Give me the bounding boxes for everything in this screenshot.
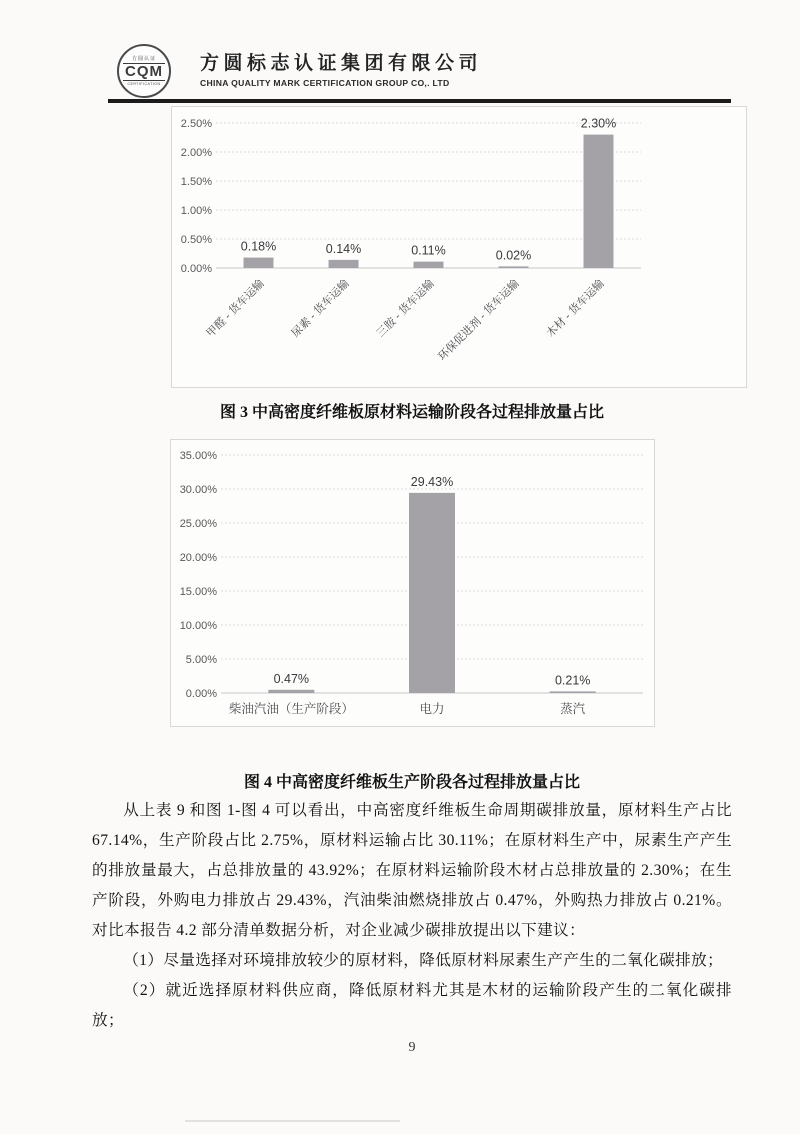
bar: [244, 258, 274, 268]
y-tick-label: 10.00%: [179, 620, 217, 632]
company-name-block: [200, 51, 482, 88]
x-category-label: 柴油汽油（生产阶段）: [228, 702, 354, 716]
figure4-chart: [170, 439, 655, 727]
x-category-label: 甲醛 - 货车运输: [204, 277, 267, 340]
page-number: 9: [408, 1040, 416, 1055]
logo-arc-bottom-text: CERTIFICATION: [127, 81, 161, 86]
figure3-bar-chart-svg: [172, 107, 746, 387]
x-category-label: 蒸汽: [560, 702, 586, 716]
bar-value-label: 0.21%: [554, 673, 591, 688]
company-name-english: CHINA QUALITY MARK CERTIFICATION GROUP CO,. LTD: [200, 78, 450, 88]
y-tick-label: 30.00%: [179, 484, 217, 496]
figure3-chart: [171, 106, 747, 388]
company-name-chinese: 方圆标志认证集团有限公司: [200, 52, 483, 74]
header-divider: [108, 99, 731, 103]
x-category-label: 尿素 - 货车运输: [289, 277, 352, 340]
bar-value-label: 29.43%: [410, 474, 454, 489]
x-category-label: 木材 - 货车运输: [544, 277, 607, 340]
figure4-caption: 图 4 中高密度纤维板生产阶段各过程排放量占比: [243, 774, 580, 791]
x-category-label: 环保促进剂 - 货车运输: [436, 277, 522, 364]
bar: [409, 493, 455, 693]
bar: [584, 135, 614, 268]
y-tick-label: 5.00%: [185, 654, 217, 666]
bar-value-label: 0.47%: [273, 671, 310, 686]
bar: [550, 691, 596, 693]
bar: [268, 690, 314, 693]
y-tick-label: 35.00%: [179, 450, 217, 462]
bar-value-label: 0.11%: [411, 243, 446, 258]
bar-value-label: 2.30%: [580, 116, 617, 131]
y-tick-label: 0.00%: [185, 688, 217, 700]
y-tick-label: 1.50%: [180, 176, 212, 188]
y-tick-label: 0.50%: [180, 234, 212, 246]
y-tick-label: 0.00%: [180, 263, 212, 275]
cqm-logo-icon: [117, 44, 171, 98]
analysis-paragraph: 从上表 9 和图 1-图 4 可以看出，中高密度纤维板生命周期碳排放量，原材料生产占比 67.14%，生产阶段占比 2.75%，原材料运输占比 30.11%；在原材料生产中，尿素生产产生的排放量最大，占总排放量的 43.92%；在原材料运输阶段木材占总排放量的 2.30%；在生产阶段，外购电力排放占 29.43%，汽油柴油燃烧排放占 0.47%，外购热力排放占 0.21%。对比本报告 4.2 部分清单数据分析，对企业减少碳排放提出以下建议：: [92, 802, 732, 939]
x-category-label: 电力: [419, 702, 445, 716]
logo-arc-top-text: 方圆认证: [131, 55, 156, 62]
bar: [414, 262, 444, 268]
y-tick-label: 15.00%: [179, 586, 217, 598]
y-tick-label: 25.00%: [179, 518, 217, 530]
y-tick-label: 2.50%: [180, 118, 212, 130]
bar-value-label: 0.18%: [240, 239, 277, 254]
bar-value-label: 0.02%: [495, 248, 532, 263]
body-text: [92, 796, 732, 1036]
y-tick-label: 20.00%: [179, 552, 217, 564]
y-tick-label: 2.00%: [180, 147, 212, 159]
suggestion-2: （2）就近选择原材料供应商，降低原材料尤其是木材的运输阶段产生的二氧化碳排放；: [92, 982, 732, 1029]
bar-value-label: 0.14%: [325, 241, 362, 256]
suggestion-1: （1）尽量选择对环境排放较少的原材料，降低原材料尿素生产产生的二氧化碳排放；: [123, 952, 724, 969]
header: [108, 42, 732, 100]
logo-cqm-text: CQM: [125, 62, 163, 80]
scan-artifact: [185, 1120, 400, 1122]
x-category-label: 三胺 - 货车运输: [374, 277, 437, 340]
bar: [499, 266, 529, 268]
y-tick-label: 1.00%: [180, 205, 212, 217]
figure3-caption: 图 3 中高密度纤维板原材料运输阶段各过程排放量占比: [219, 404, 604, 421]
figure4-bar-chart-svg: [171, 440, 654, 726]
bar: [329, 260, 359, 268]
